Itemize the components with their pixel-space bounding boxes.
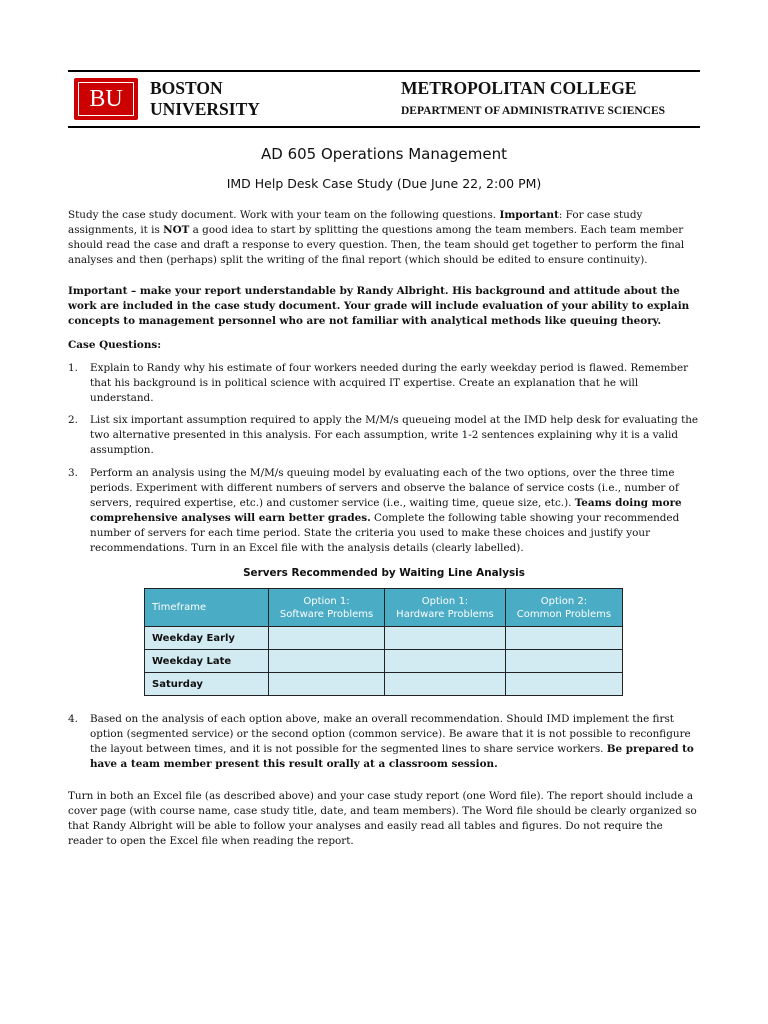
table-row	[145, 650, 623, 673]
course-title: AD 605 Operations Management	[260, 145, 508, 163]
intro-not-emphasis: NOT	[163, 224, 190, 236]
table-cell	[385, 673, 506, 696]
table-header-row	[145, 589, 623, 627]
university-name	[150, 78, 260, 120]
table-header-option1-hardware	[385, 589, 506, 627]
row-label: Weekday Late	[145, 650, 269, 673]
table-row	[145, 627, 623, 650]
question-text-part-a: Perform an analysis using the M/M/s queuing model by evaluating each of the two options, over the three time periods. Experiment with different numbers of servers and observe the balance of service costs (i.e., number of servers, required expertise, etc.) and customer service (i.e., waiting time, queue size, etc.).	[90, 467, 679, 509]
table-cell	[269, 627, 385, 650]
college-name: METROPOLITAN COLLEGE	[401, 78, 637, 98]
case-questions-heading: Case Questions:	[68, 339, 162, 351]
table-cell	[385, 650, 506, 673]
university-name-line2: UNIVERSITY	[150, 99, 260, 119]
bu-logo	[74, 78, 138, 120]
header-text: Option 1:	[303, 595, 350, 607]
table-header-option1-software	[269, 589, 385, 627]
row-label: Saturday	[145, 673, 269, 696]
question-text: List six important assumption required to apply the M/M/s queueing model at the IMD help desk for evaluating the two alternative presented in this analysis. For each assumption, write 1-2 sentences explaining why it is a valid assumption.	[90, 414, 699, 456]
question-number: 1.	[68, 362, 78, 374]
table-header-option2-common	[505, 589, 622, 627]
department-name: DEPARTMENT OF ADMINISTRATIVE SCIENCES	[401, 105, 666, 117]
header-subtext: Common Problems	[516, 608, 612, 620]
intro-important-label: Important	[499, 209, 559, 221]
table-cell	[269, 650, 385, 673]
header-text: Option 2:	[540, 595, 588, 607]
question-number: 3.	[68, 467, 78, 479]
table-cell	[505, 673, 622, 696]
header-text: Option 1:	[421, 595, 469, 607]
header-subtext: Hardware Problems	[396, 608, 494, 620]
header-subtext: Software Problems	[279, 608, 374, 620]
intro-text-3: a good idea to start by splitting the questions among the team members. Each team member should read the case and draft a response to every question. Then, the team should get together to perform the final analyses and then (perhaps) split the writing of the final report (which should be edited to ensure continuity).	[68, 224, 685, 266]
intro-text-1: Study the case study document. Work with your team on the following questions.	[68, 209, 500, 221]
university-name-line1: BOSTON	[150, 78, 223, 98]
table-caption: Servers Recommended by Waiting Line Analysis	[243, 567, 525, 579]
question-text-bold: Teams doing more comprehensive analyses will earn better grades.	[90, 497, 682, 524]
question-text	[90, 712, 700, 772]
bu-logo-text: BU	[78, 82, 134, 116]
header-top-rule	[68, 70, 700, 72]
row-label: Weekday Early	[145, 627, 269, 650]
question-text-part-a: Based on the analysis of each option above, make an overall recommendation. Should IMD implement the first option (segmented service) or the second option (common service). Be aware that it is not possible to reconfigure the layout between times, and it is not possible for the segmented lines to share service workers.	[90, 713, 691, 755]
question-text-part-b: Complete the following table showing your recommended number of servers for each time period. State the criteria you used to make these choices and justify your recommendations. Turn in an Excel file with the analysis details (clearly labelled).	[90, 512, 680, 554]
assignment-subtitle: IMD Help Desk Case Study (Due June 22, 2:00 PM)	[226, 176, 542, 191]
table-cell	[269, 673, 385, 696]
question-text-bold: Be prepared to have a team member present this result orally at a classroom session.	[90, 743, 694, 770]
question-number: 2.	[68, 414, 78, 426]
important-note: Important – make your report understandable by Randy Albright. His background and attitude about the work are included in the case study document. Your grade will include evaluation of your ability to explain concepts to management personnel who are not familiar with analytical methods like queuing theory.	[68, 285, 690, 327]
question-text: Explain to Randy why his estimate of four workers needed during the early weekday period is flawed. Remember that his background is in political science with acquired IT expertise. Create an explanation that he will understand.	[90, 362, 689, 404]
intro-text-2: : For case study assignments, it is	[68, 209, 643, 236]
intro-paragraph	[68, 208, 700, 268]
question-number: 4.	[68, 713, 78, 725]
table-header-timeframe	[145, 589, 269, 627]
servers-recommended-table	[144, 588, 623, 696]
table-cell	[385, 627, 506, 650]
table-cell	[505, 650, 622, 673]
table-cell	[505, 627, 622, 650]
question-text	[90, 466, 700, 556]
header-bottom-rule	[68, 126, 700, 128]
table-row	[145, 673, 623, 696]
closing-paragraph: Turn in both an Excel file (as described above) and your case study report (one Word file). The report should include a cover page (with course name, case study title, date, and team members). The Word file should be clearly organized so that Randy Albright will be able to follow your analyses and easily read all tables and figures. Do not require the reader to open the Excel file when reading the report.	[68, 790, 697, 847]
header-text: Timeframe	[152, 602, 207, 613]
